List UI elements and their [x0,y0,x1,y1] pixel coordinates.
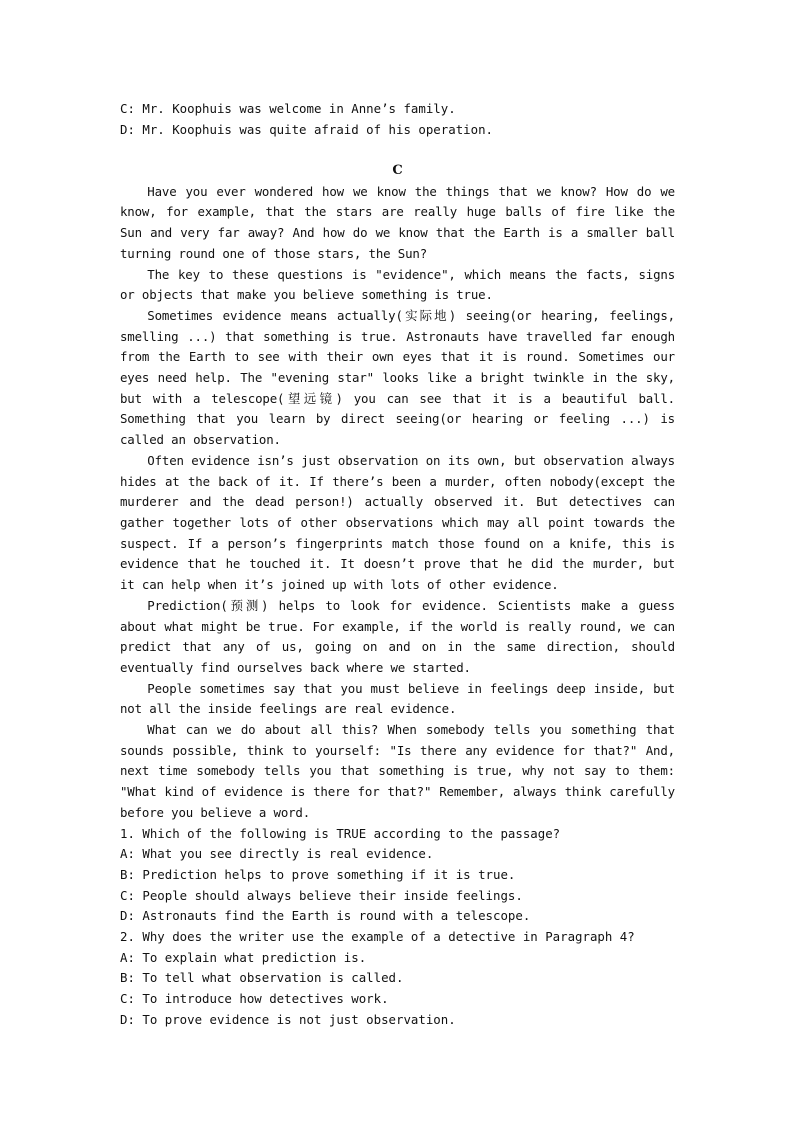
section-title: C [392,163,403,179]
question-2-option-d: D: To prove evidence is not just observation. [120,1011,456,1027]
question-1-option-a: A: What you see directly is real evidence. [120,846,434,862]
paragraph-7: What can we do about all this? When somebody tells you something that sounds possible, think to yourself: "Is there any evidence for that?" And, next time somebody tells you that something is true, why not say to them: "What kind of evidence is there for that?" Remember, always think carefully before you believe a word. [120,722,675,820]
question-2-option-a: A: To explain what prediction is. [120,949,367,965]
question-2-option-b: B: To tell what observation is called. [120,970,404,986]
paragraph-4: Often evidence isn’s just observation on its own, but observation always hides at the back of it. If there’s been a murder, often nobody(except the murderer and the dead person!) actually observed it. But detectives can gather together lots of other observations which may all point towards the suspect. If a person’s fingerprints match those found on a knife, this is evidence that he touched it. It doesn’t prove that he did the murder, but it can help when it’s joined up with lots of other evidence. [120,452,675,593]
paragraph-1: Have you ever wondered how we know the things that we know? How do we know, for example, that the stars are really huge balls of fire like the Sun and very far away? And how do we know that the Earth is a smaller ball turning round one of those stars, the Sun? [120,183,675,261]
prev-option-d: D: Mr. Koophuis was quite afraid of his operation. [120,121,493,137]
question-2-option-c: C: To introduce how detectives work. [120,991,389,1007]
question-1-option-c: C: People should always believe their inside feelings. [120,887,523,903]
document-page [120,99,675,1030]
spacer [120,140,675,161]
paragraph-2: The key to these questions is "evidence", which means the facts, signs or objects that make you believe something is true. [120,266,675,303]
question-1-option-d: D: Astronauts find the Earth is round with a telescope. [120,908,531,924]
paragraph-5: Prediction(预测) helps to look for evidence. Scientists make a guess about what might be true. For example, if the world is really round, we can predict that any of us, going on and on in the same direction, should eventually find ourselves back where we started. [120,597,675,675]
question-1-option-b: B: Prediction helps to prove something if it is true. [120,866,516,882]
paragraph-3: Sometimes evidence means actually(实际地) seeing(or hearing, feelings, smelling ...) that something is true. Astronauts have travelled far enough from the Earth to see with their own eyes that it is round. Sometimes our eyes need help. The "evening star" looks like a bright twinkle in the sky, but with a telescope(望远镜) you can see that it is a beautiful ball. Something that you learn by direct seeing(or hearing or feeling ...) is called an observation. [120,307,675,448]
question-2-stem: 2. Why does the writer use the example of a detective in Paragraph 4? [120,928,635,944]
question-1-stem: 1. Which of the following is TRUE according to the passage? [120,825,561,841]
paragraph-6: People sometimes say that you must believe in feelings deep inside, but not all the inside feelings are real evidence. [120,680,675,717]
prev-option-c: C: Mr. Koophuis was welcome in Anne’s family. [120,101,456,116]
